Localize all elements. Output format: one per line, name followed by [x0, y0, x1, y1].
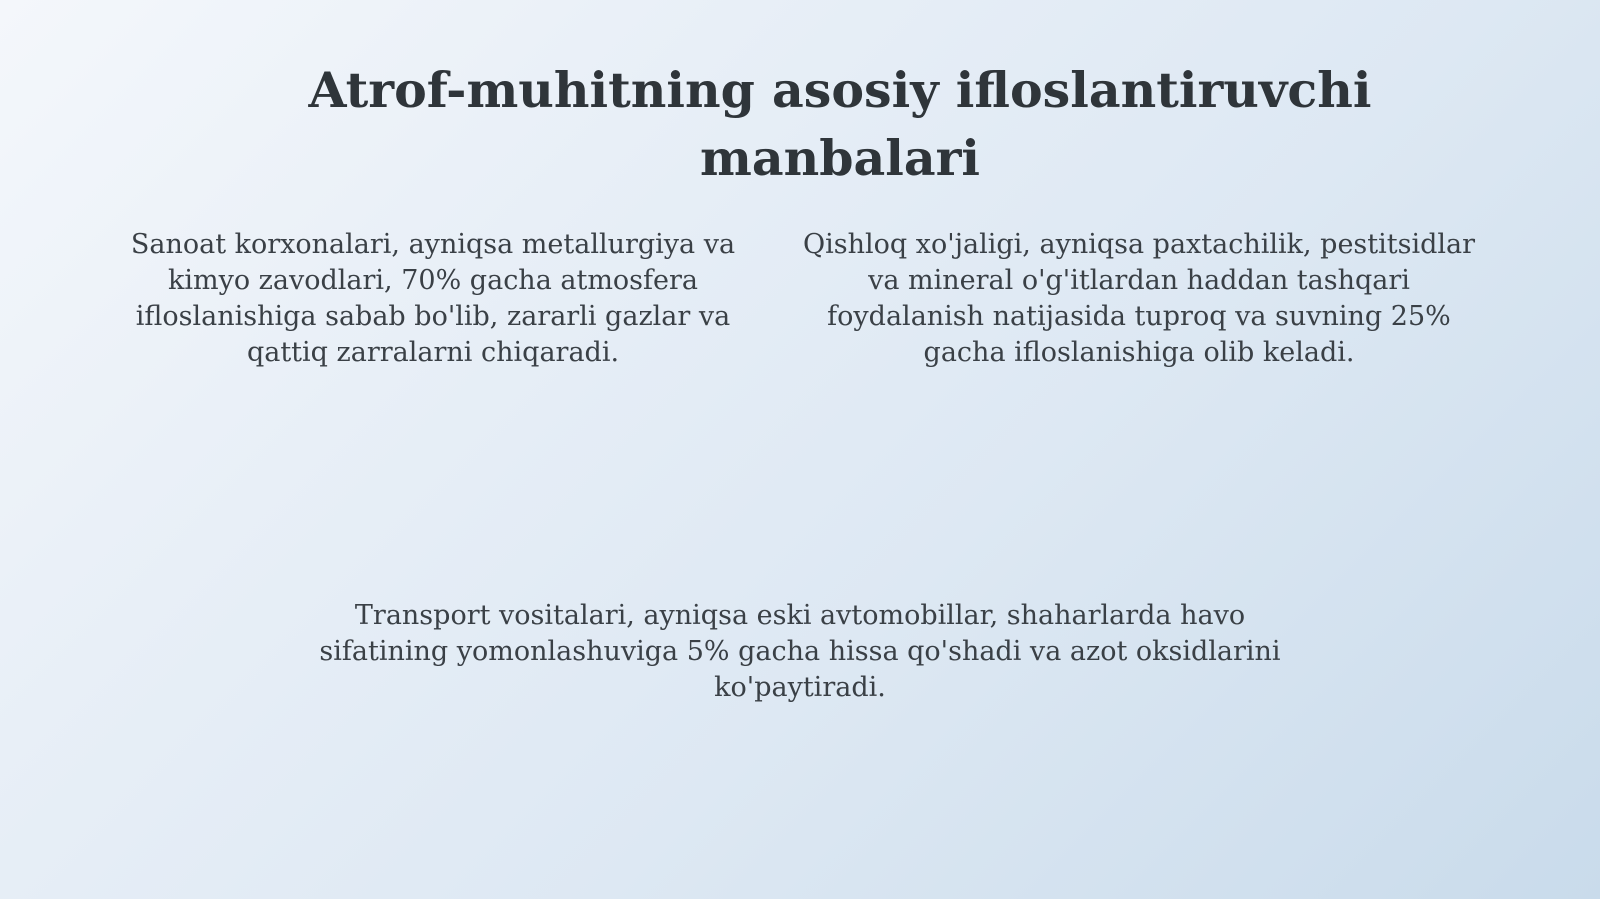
slide-title: Atrof-muhitning asosiy ifloslantiruvchi manbalari: [308, 61, 1372, 187]
text-block-transport: Transport vositalari, ayniqsa eski avtomobillar, shaharlarda havo sifatining yomonlashuviga 5% gacha hissa qo'shadi va azot oksidlarini ko'paytiradi.: [319, 600, 1281, 703]
text-block-agriculture: Qishloq xo'jaligi, ayniqsa paxtachilik, pestitsidlar va mineral o'g'itlardan haddan tashqari foydalanish natijasida tuproq va suvning 25% gacha ifloslanishiga olib keladi.: [802, 229, 1476, 368]
text-block-industry: Sanoat korxonalari, ayniqsa metallurgiya va kimyo zavodlari, 70% gacha atmosfera ifloslanishiga sabab bo'lib, zararli gazlar va qattiq zarralarni chiqaradi.: [130, 229, 736, 368]
